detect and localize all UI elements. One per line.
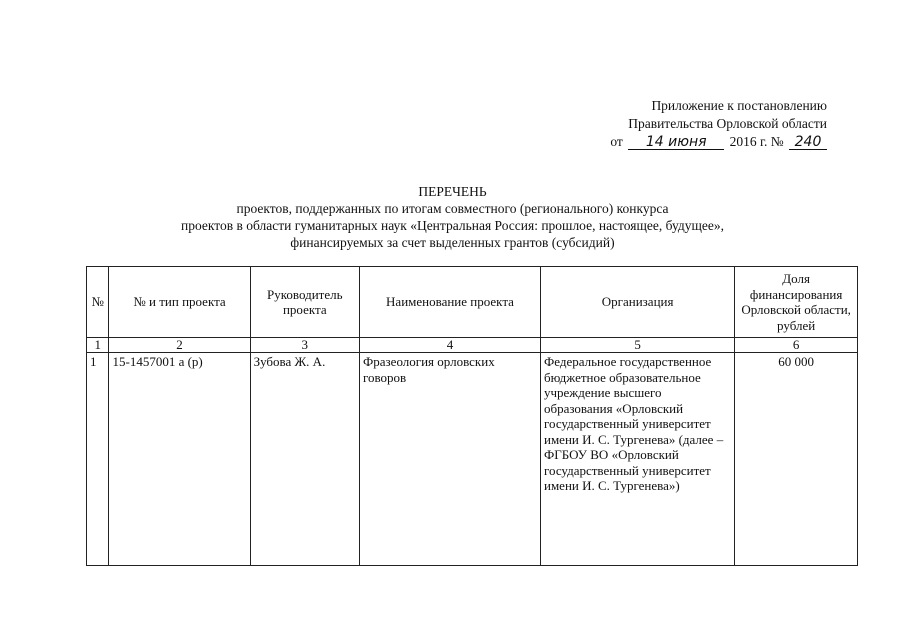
appendix-date-line <box>610 133 827 151</box>
row-project-id: 15-1457001 а (р) <box>109 353 250 566</box>
handwritten-date: 14 июня <box>628 135 724 150</box>
row-number: 1 <box>87 353 109 566</box>
appendix-line-1: Приложение к постановлению <box>651 98 827 113</box>
column-number: 2 <box>109 338 250 353</box>
header-leader: Руководитель проекта <box>250 267 359 338</box>
year-text: 2016 г. № <box>729 134 784 149</box>
header-organization: Организация <box>540 267 734 338</box>
projects-table <box>86 266 858 566</box>
column-number: 4 <box>360 338 541 353</box>
header-number: № <box>87 267 109 338</box>
appendix-line-2: Правительства Орловской области <box>628 116 827 131</box>
header-project-id: № и тип проекта <box>109 267 250 338</box>
header-project-name: Наименование проекта <box>360 267 541 338</box>
row-project-name: Фразеология орловских говоров <box>360 353 541 566</box>
title-line-3: финансируемых за счет выделенных грантов (субсидий) <box>290 235 615 250</box>
column-number: 5 <box>540 338 734 353</box>
title-heading: ПЕРЕЧЕНЬ <box>418 184 487 199</box>
document-title <box>0 183 905 251</box>
title-line-2: проектов в области гуманитарных наук «Центральная Россия: прошлое, настоящее, будущее», <box>181 218 724 233</box>
title-line-1: проектов, поддержанных по итогам совместного (регионального) конкурса <box>236 201 669 216</box>
row-organization: Федеральное государственное бюджетное образовательное учреждение высшего образования «Орловский государственный университет имени И. С. Тургенева» (далее – ФГБОУ ВО «Орловский государственный университет имени И. С. Тургенева») <box>540 353 734 566</box>
row-amount: 60 000 <box>735 353 858 566</box>
column-number: 1 <box>87 338 109 353</box>
table-header-row <box>87 267 858 338</box>
column-number: 6 <box>735 338 858 353</box>
header-funding-share: Доля финансирования Орловской области, рублей <box>735 267 858 338</box>
appendix-header <box>610 97 827 151</box>
date-prefix: от <box>610 134 623 149</box>
handwritten-number: 240 <box>789 135 827 150</box>
column-number-row <box>87 338 858 353</box>
table-row <box>87 353 858 566</box>
row-leader: Зубова Ж. А. <box>250 353 359 566</box>
column-number: 3 <box>250 338 359 353</box>
